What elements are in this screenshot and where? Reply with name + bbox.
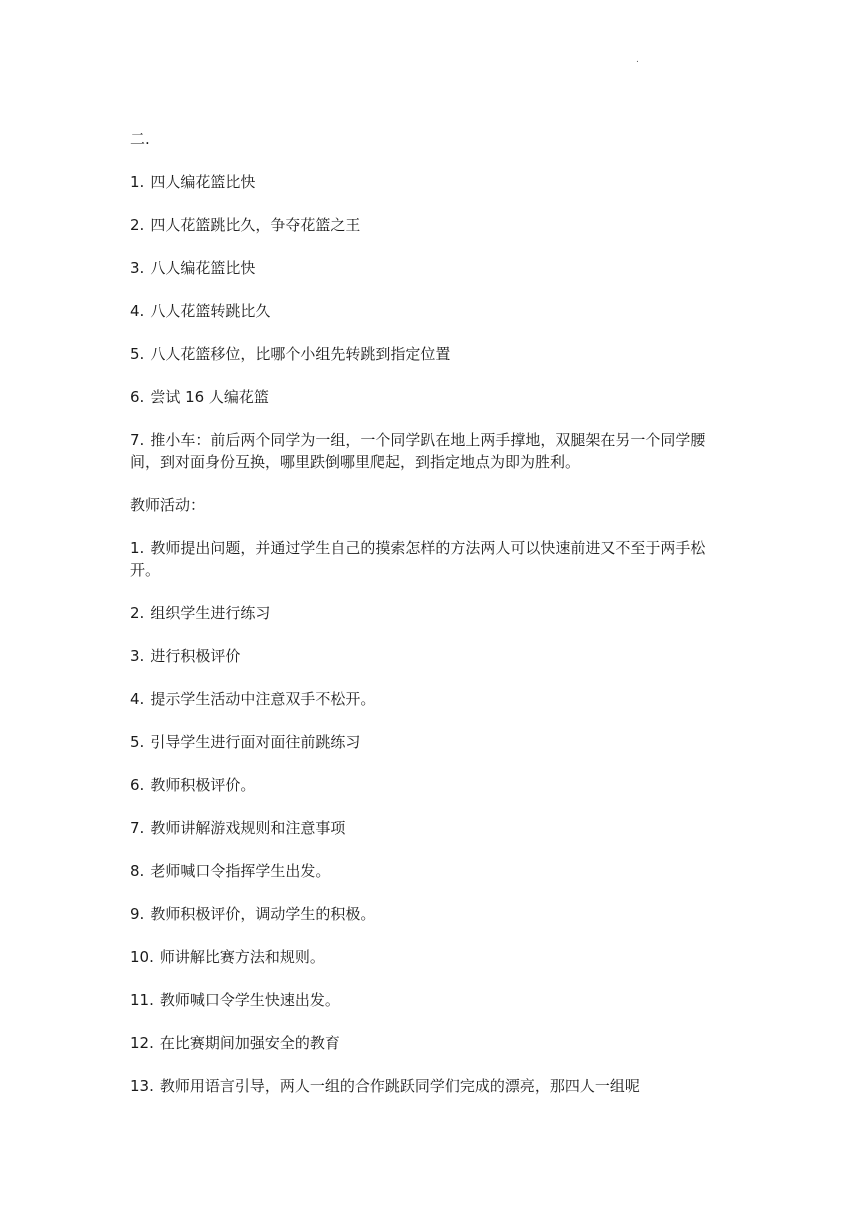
item-text: 八人花篮转跳比久 bbox=[150, 302, 271, 320]
item-number: 9. bbox=[130, 905, 145, 923]
item-number: 6. bbox=[130, 388, 145, 406]
list-item bbox=[130, 645, 730, 667]
corner-mark: . bbox=[636, 55, 639, 65]
item-number: 3. bbox=[130, 259, 145, 277]
section-heading: 二. bbox=[130, 130, 150, 148]
list-item bbox=[130, 989, 730, 1011]
item-number: 3. bbox=[130, 647, 145, 665]
item-text: 八人花篮移位，比哪个小组先转跳到指定位置 bbox=[150, 345, 451, 363]
list-item bbox=[130, 429, 730, 473]
list-item bbox=[130, 300, 730, 322]
item-text: 提示学生活动中注意双手不松开。 bbox=[150, 690, 376, 708]
item-number: 5. bbox=[130, 345, 145, 363]
item-number: 5. bbox=[130, 733, 145, 751]
list-item bbox=[130, 946, 730, 968]
list-item bbox=[130, 688, 730, 710]
item-text: 进行积极评价 bbox=[150, 647, 241, 665]
item-text: 老师喊口令指挥学生出发。 bbox=[150, 862, 331, 880]
item-number: 1. bbox=[130, 539, 145, 557]
item-text: 教师讲解游戏规则和注意事项 bbox=[150, 819, 346, 837]
item-number: 7. bbox=[130, 819, 145, 837]
item-text: 师讲解比赛方法和规则。 bbox=[159, 948, 325, 966]
list-item bbox=[130, 860, 730, 882]
item-text: 尝试 16 人编花篮 bbox=[150, 388, 269, 406]
item-text: 教师提出问题，并通过学生自己的摸索怎样的方法两人可以快速前进又不至于两手松开。 bbox=[130, 539, 706, 579]
item-number: 8. bbox=[130, 862, 145, 880]
item-number: 12. bbox=[130, 1034, 154, 1052]
item-text: 教师喊口令学生快速出发。 bbox=[159, 991, 340, 1009]
item-text: 八人编花篮比快 bbox=[150, 259, 256, 277]
list-item bbox=[130, 343, 730, 365]
item-text: 推小车：前后两个同学为一组，一个同学趴在地上两手撑地，双腿架在另一个同学腰间，到对面身份互换，哪里跌倒哪里爬起，到指定地点为即为胜利。 bbox=[130, 431, 706, 471]
item-number: 13. bbox=[130, 1077, 154, 1095]
item-number: 4. bbox=[130, 302, 145, 320]
item-text: 引导学生进行面对面往前跳练习 bbox=[150, 733, 361, 751]
list-item bbox=[130, 903, 730, 925]
list-item bbox=[130, 257, 730, 279]
list-item bbox=[130, 1075, 730, 1097]
item-text: 四人花篮跳比久，争夺花篮之王 bbox=[150, 216, 361, 234]
item-number: 2. bbox=[130, 604, 145, 622]
item-text: 在比赛期间加强安全的教育 bbox=[159, 1034, 340, 1052]
item-number: 10. bbox=[130, 948, 154, 966]
item-number: 7. bbox=[130, 431, 145, 449]
item-number: 1. bbox=[130, 173, 145, 191]
list-item bbox=[130, 537, 730, 581]
item-number: 6. bbox=[130, 776, 145, 794]
item-number: 4. bbox=[130, 690, 145, 708]
list-item bbox=[130, 1032, 730, 1054]
list-item bbox=[130, 386, 730, 408]
item-text: 教师积极评价。 bbox=[150, 776, 256, 794]
list-item bbox=[130, 731, 730, 753]
list-item bbox=[130, 774, 730, 796]
teacher-activity-heading: 教师活动： bbox=[130, 496, 206, 514]
list-item bbox=[130, 817, 730, 839]
item-text: 组织学生进行练习 bbox=[150, 604, 271, 622]
list-item bbox=[130, 602, 730, 624]
item-text: 四人编花篮比快 bbox=[150, 173, 256, 191]
document-body bbox=[130, 128, 730, 1118]
list-item bbox=[130, 171, 730, 193]
item-number: 11. bbox=[130, 991, 154, 1009]
item-number: 2. bbox=[130, 216, 145, 234]
item-text: 教师积极评价，调动学生的积极。 bbox=[150, 905, 376, 923]
item-text: 教师用语言引导，两人一组的合作跳跃同学们完成的漂亮，那四人一组呢 bbox=[159, 1077, 640, 1095]
list-item bbox=[130, 214, 730, 236]
